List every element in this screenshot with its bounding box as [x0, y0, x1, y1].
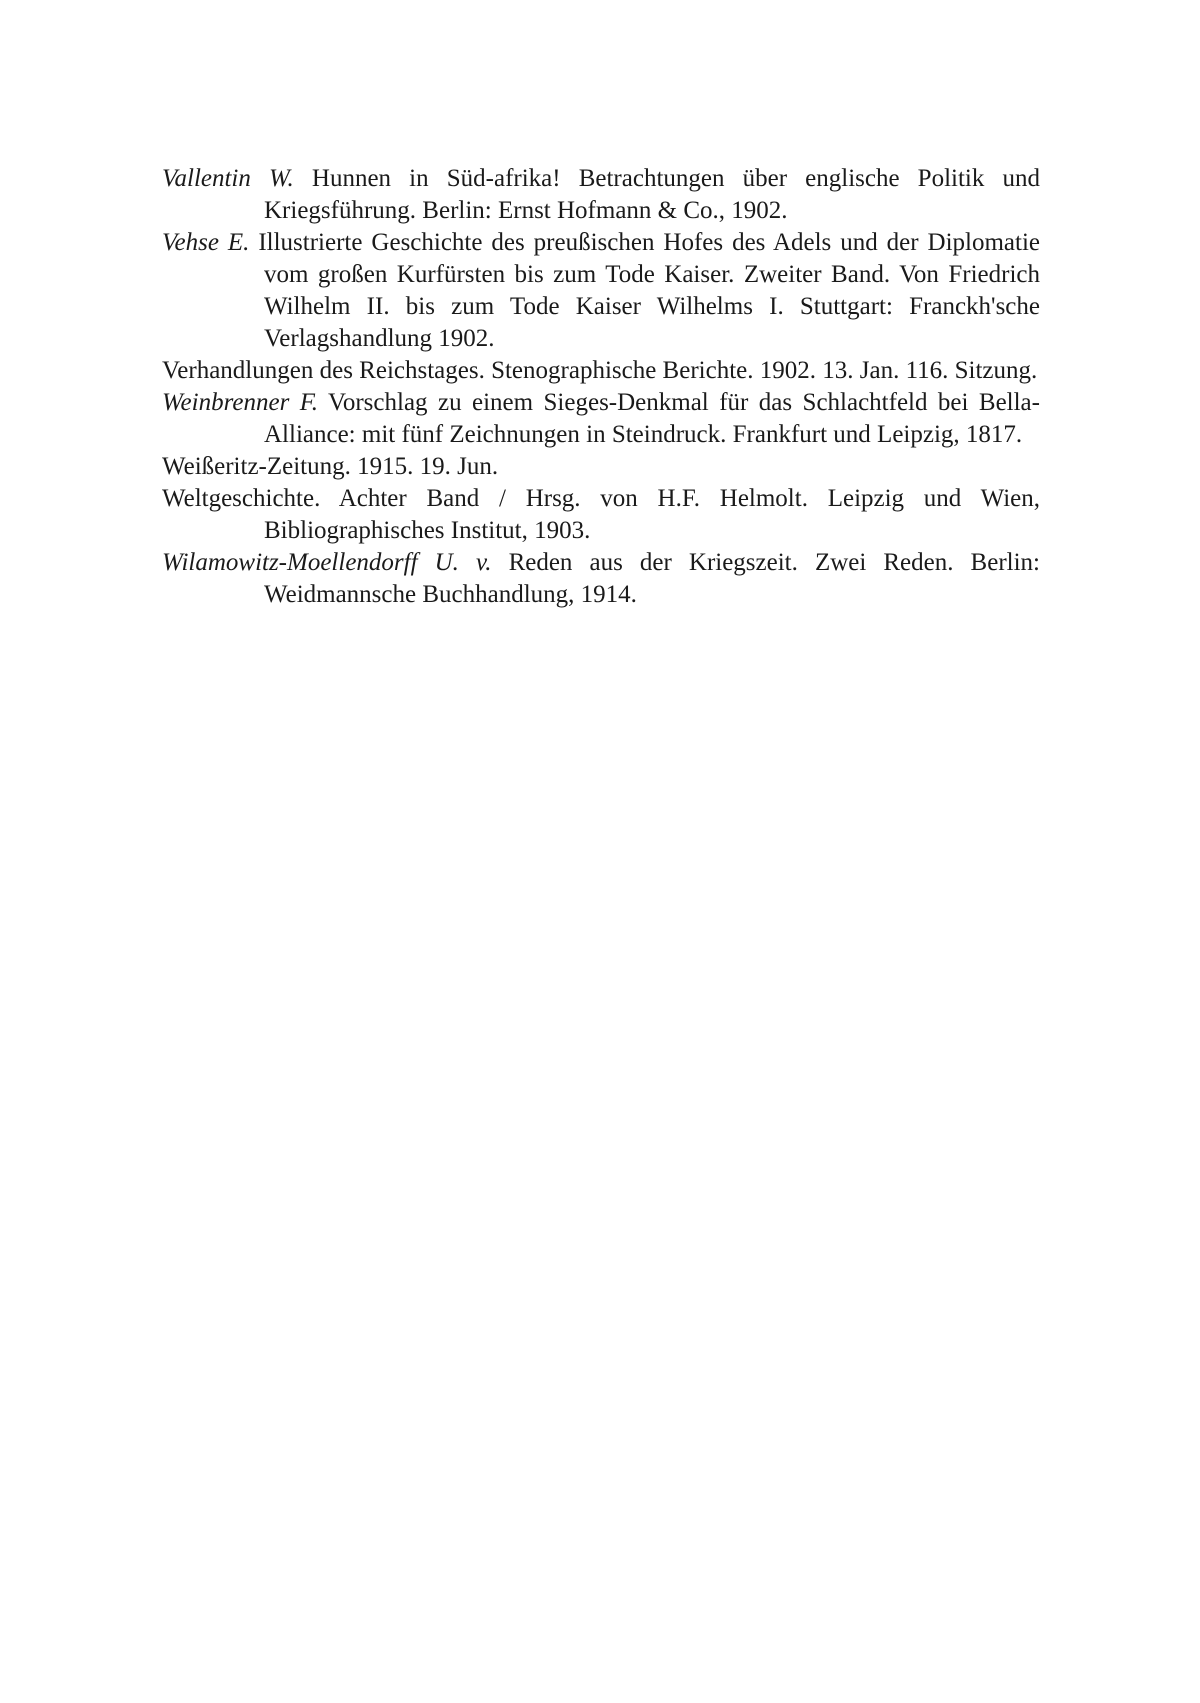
entry-text: Verhandlungen des Reichstages. Stenographische Berichte. 1902. 13. Jan. 116. Sitzung.	[162, 357, 1038, 384]
bibliography-entry-vehse	[162, 227, 1040, 355]
bibliography-entry-verhandlungen	[162, 355, 1040, 387]
entry-text: Weltgeschichte. Achter Band / Hrsg. von H.F. Helmolt. Leipzig und Wien, Bibliographisches Institut, 1903.	[162, 485, 1040, 544]
bibliography-entry-weisseritz	[162, 451, 1040, 483]
bibliography-entry-weinbrenner	[162, 387, 1040, 451]
entry-author: Weinbrenner F.	[162, 389, 319, 416]
entry-text: Vorschlag zu einem Sieges-Denkmal für das Schlachtfeld bei Bella-Alliance: mit fünf Zeichnungen in Steindruck. Frankfurt und Leipzig, 1817.	[264, 389, 1040, 448]
entry-author: Vehse E.	[162, 229, 250, 256]
entry-text: Weißeritz-Zeitung. 1915. 19. Jun.	[162, 453, 499, 480]
entry-text: Reden aus der Kriegszeit. Zwei Reden. Berlin: Weidmannsche Buchhandlung, 1914.	[264, 549, 1040, 608]
entry-text: Illustrierte Geschichte des preußischen Hofes des Adels und der Diplomatie vom großen Kurfürsten bis zum Tode Kaiser. Zweiter Band. Von Friedrich Wilhelm II. bis zum Tode Kaiser Wilhelms I. Stuttgart: Franckh'sche Verlagshandlung 1902.	[258, 229, 1041, 352]
entry-text: Hunnen in Süd-afrika! Betrachtungen über englische Politik und Kriegsführung. Berlin: Ernst Hofmann & Co., 1902.	[264, 165, 1040, 224]
bibliography-list	[162, 163, 1040, 611]
entry-author: Wilamowitz-Moellendorff U. v.	[162, 549, 492, 576]
bibliography-entry-vallentin	[162, 163, 1040, 227]
bibliography-entry-weltgeschichte	[162, 483, 1040, 547]
bibliography-entry-wilamowitz	[162, 547, 1040, 611]
entry-author: Vallentin W.	[162, 165, 294, 192]
